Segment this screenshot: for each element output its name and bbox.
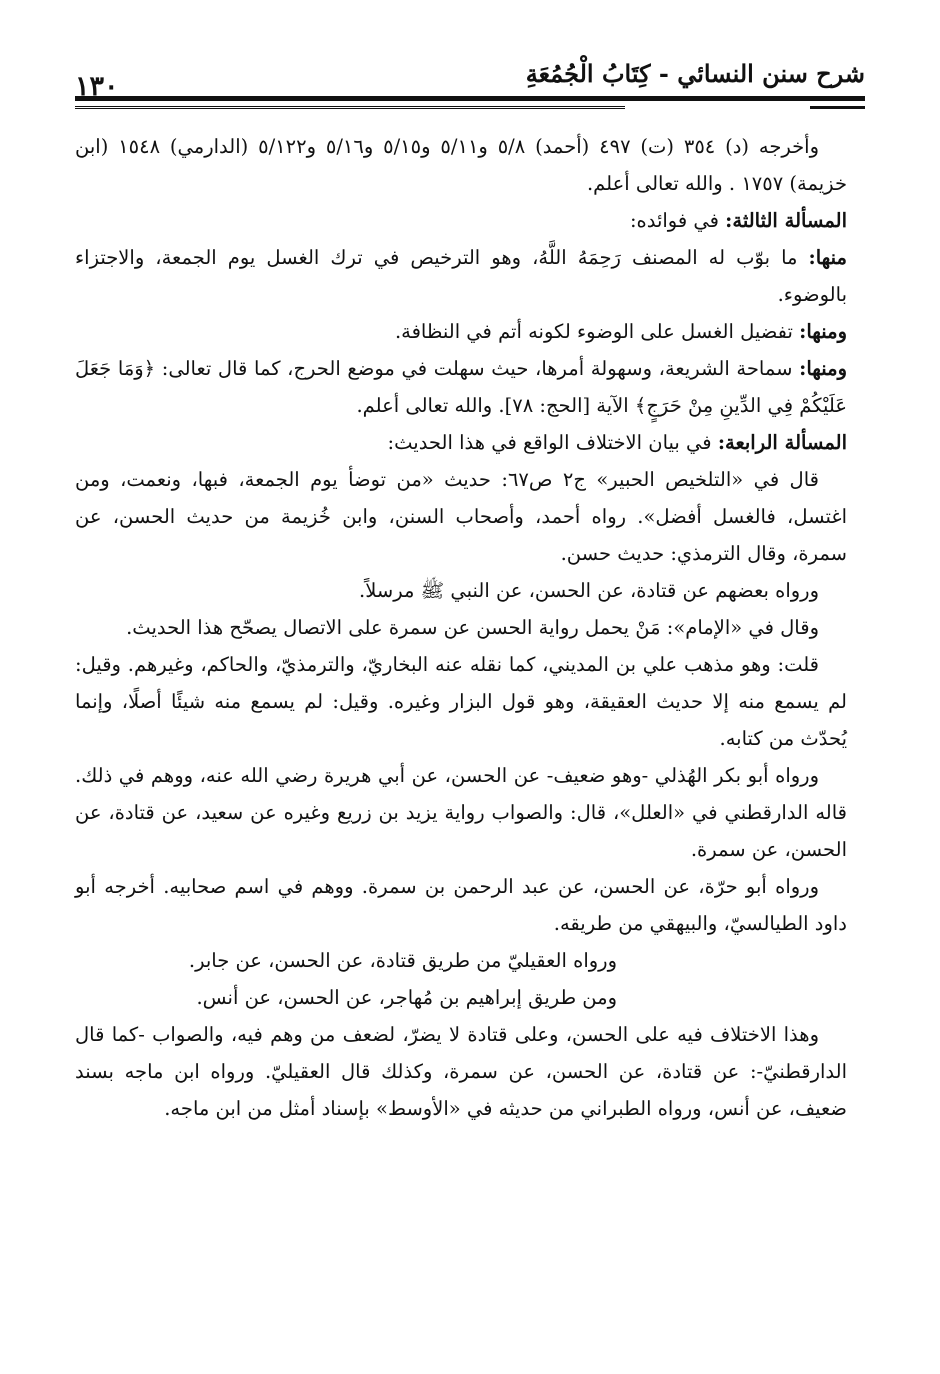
paragraph-5 <box>75 350 847 424</box>
header-rule-double <box>75 106 625 109</box>
paragraph-4 <box>75 313 847 350</box>
page-body <box>75 128 847 1127</box>
paragraph-8: ورواه بعضهم عن قتادة، عن الحسن، عن النبي ﷺ مرسلاً. <box>359 579 819 602</box>
paragraph-6 <box>75 424 847 461</box>
header-rule <box>75 96 865 101</box>
paragraph-text: في بيان الاختلاف الواقع في هذا الحديث: <box>387 431 718 454</box>
header-rule-short <box>810 106 865 109</box>
running-title: شرح سنن النسائي - كِتَابُ الْجُمُعَةِ <box>525 59 865 88</box>
paragraph-7: قال في «التلخيص الحبير» ج٢ ص٦٧: حديث «من توضأ يوم الجمعة، فبها، ونعمت، ومن اغتسل، فالغسل أفضل». رواه أحمد، وأصحاب السنن، وابن خُزيمة من حديث الحسن، عن سمرة، وقال الترمذي: حديث حسن. <box>75 468 847 565</box>
paragraph-1: وأخرجه (د) ٣٥٤ (ت) ٤٩٧ (أحمد) ٥/٨ و٥/١١ و٥/١٥ و٥/١٦ و٥/١٢٢ (الدارمي) ١٥٤٨ (ابن خزيمة) ١٧٥٧ . والله تعالى أعلم. <box>75 135 847 195</box>
paragraph-3 <box>75 239 847 313</box>
paragraph-12: ورواه أبو حرّة، عن الحسن، عن عبد الرحمن بن سمرة. ووهم في اسم صحابيه. أخرجه أبو داود الطيالسيّ، والبيهقي من طريقه. <box>75 875 847 935</box>
paragraph-2 <box>75 202 847 239</box>
section-heading: المسألة الثالثة: <box>725 209 847 232</box>
paragraph-10: قلت: وهو مذهب علي بن المديني، كما نقله عنه البخاريّ، والترمذيّ، والحاكم، وغيرهم. وقيل: لم يسمع منه إلا حديث العقيقة، وهو قول البزار وغيره. وقيل: لم يسمع منه شيئًا أصلًا، وإنما يُحدّث من كتابه. <box>75 653 847 750</box>
paragraph-15: وهذا الاختلاف فيه على الحسن، وعلى قتادة لا يضرّ، لضعف من وهم فيه، والصواب -كما قال الدارقطنيّ-: عن قتادة، عن الحسن، عن سمرة، وكذلك قال العقيليّ. ورواه ابن ماجه بسند ضعيف، عن أنس، ورواه الطبراني من حديثه في «الأوسط» بإسناد أمثل من ابن ماجه. <box>75 1023 847 1120</box>
paragraph-text: تفضيل الغسل على الوضوء لكونه أتم في النظافة. <box>394 320 800 343</box>
paragraph-text: في فوائده: <box>629 209 726 232</box>
paragraph-11: ورواه أبو بكر الهُذلي -وهو ضعيف- عن الحسن، عن أبي هريرة رضي الله عنه، ووهم في ذلك. قاله الدارقطني في «العلل»، قال: والصواب رواية يزيد بن زريع وغيره عن سعيد، عن قتادة، عن الحسن، عن سمرة. <box>75 764 847 861</box>
paragraph-13: ورواه العقيليّ من طريق قتادة، عن الحسن، عن جابر. <box>188 949 617 972</box>
item-label: منها: <box>808 246 847 269</box>
section-heading: المسألة الرابعة: <box>717 431 847 454</box>
paragraph-9: وقال في «الإمام»: مَنْ يحمل رواية الحسن عن سمرة على الاتصال يصحّح هذا الحديث. <box>126 616 819 639</box>
item-label: ومنها: <box>799 320 847 343</box>
item-label: ومنها: <box>799 357 847 380</box>
page-header <box>75 55 865 100</box>
paragraph-text: ما بوّب له المصنف رَحِمَهُ اللَّهُ، وهو الترخيص في ترك الغسل يوم الجمعة، والاجتزاء بالوضوء. <box>75 246 847 306</box>
page-number: ١٣٠ <box>75 71 119 102</box>
paragraph-14: ومن طريق إبراهيم بن مُهاجر، عن الحسن، عن أنس. <box>196 986 617 1009</box>
paragraph-text: سماحة الشريعة، وسهولة أمرها، حيث سهلت في موضع الحرج، كما قال تعالى: ﴿وَمَا جَعَلَ عَلَيْكُمْ فِي الدِّينِ مِنْ حَرَجٍ﴾ الآية [الحج: ٧٨]. والله تعالى أعلم. <box>75 357 847 417</box>
